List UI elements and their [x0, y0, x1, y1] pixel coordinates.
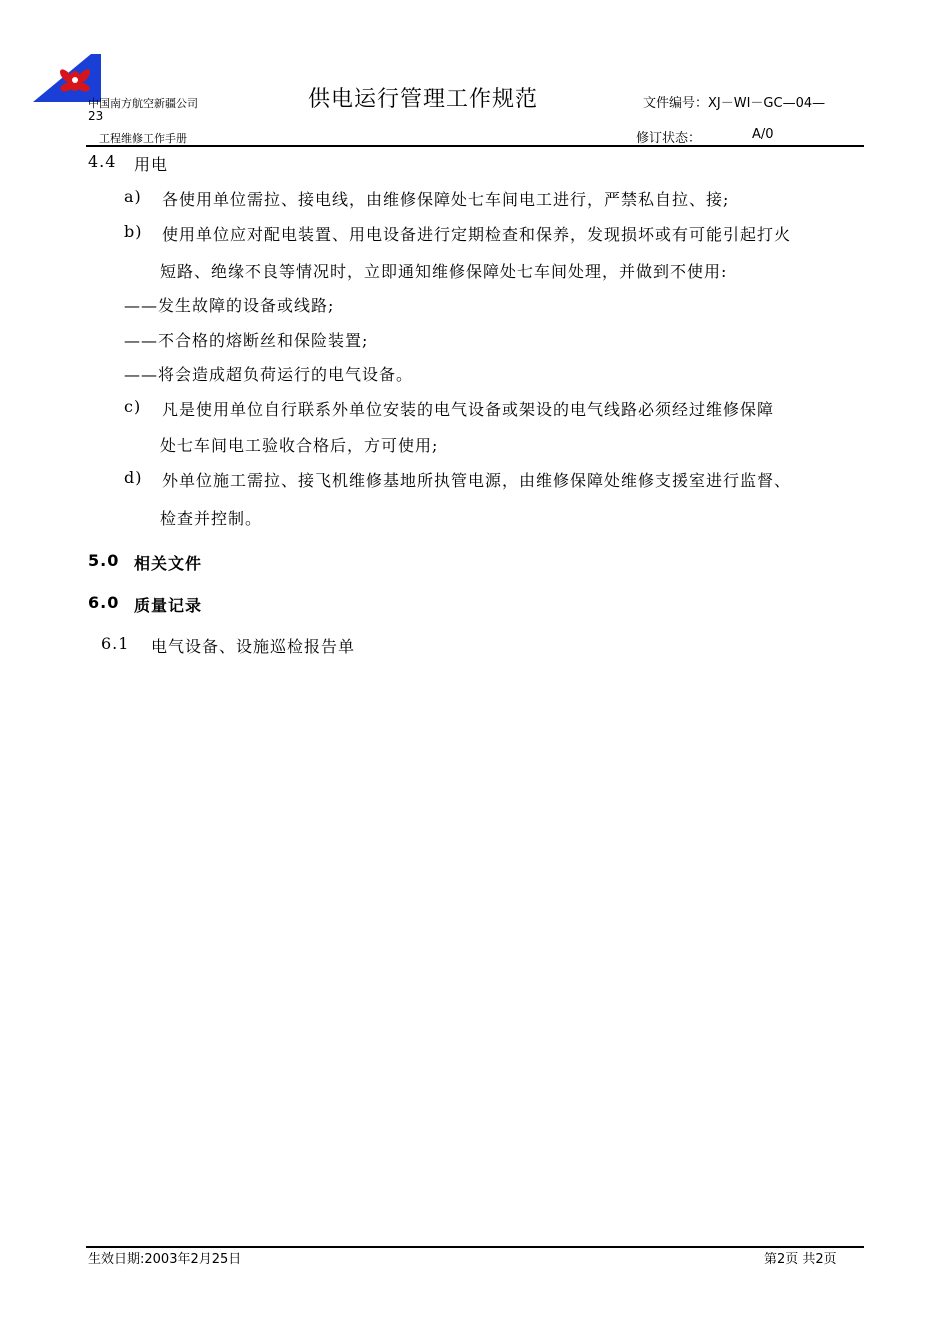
company-name: 中国南方航空新疆公司	[88, 97, 198, 110]
header-divider	[86, 145, 864, 147]
section-6-1-title: 电气设备、设施巡检报告单	[151, 637, 356, 656]
item-d-marker: d)	[124, 468, 143, 487]
dash-item-2: ——不合格的熔断丝和保险装置;	[124, 331, 369, 350]
item-b-line2: 短路、绝缘不良等情况时，立即通知维修保障处七车间处理，并做到不使用:	[160, 262, 728, 281]
doc-number-continued: 23	[88, 109, 104, 123]
item-d-line1: 外单位施工需拉、接飞机维修基地所执管电源，由维修保障处维修支援室进行监督、	[162, 471, 792, 490]
item-a-marker: a)	[124, 187, 142, 206]
item-c-line1: 凡是使用单位自行联系外单位安装的电气设备或架设的电气线路必须经过维修保障	[162, 400, 775, 419]
item-b-line1: 使用单位应对配电装置、用电设备进行定期检查和保养，发现损坏或有可能引起打火	[162, 225, 792, 244]
dash-item-1: ——发生故障的设备或线路;	[124, 296, 335, 315]
page-title: 供电运行管理工作规范	[308, 87, 539, 112]
doc-number: 文件编号：XJ－WI－GC—04—	[643, 96, 826, 111]
section-5-0-number: 5.0	[88, 551, 120, 570]
item-b-marker: b)	[124, 222, 143, 241]
section-6-0-title: 质量记录	[134, 596, 203, 615]
item-a-text: 各使用单位需拉、接电线，由维修保障处七车间电工进行，严禁私自拉、接;	[162, 190, 730, 209]
section-5-0-title: 相关文件	[134, 554, 203, 573]
section-6-0-number: 6.0	[88, 593, 120, 612]
revision-label: 修订状态：	[636, 131, 702, 146]
item-d-line2: 检查并控制。	[160, 509, 263, 528]
section-4-4-title: 用电	[134, 155, 169, 174]
item-c-line2: 处七车间电工验收合格后，方可使用;	[160, 436, 439, 455]
revision-value: A/0	[752, 127, 774, 142]
page-number: 第2页 共2页	[764, 1252, 837, 1267]
effective-date: 生效日期:2003年2月25日	[88, 1252, 242, 1267]
manual-name: 工程维修工作手册	[99, 132, 187, 145]
section-6-1-number: 6.1	[101, 634, 130, 653]
dash-item-3: ——将会造成超负荷运行的电气设备。	[124, 365, 414, 384]
item-c-marker: c)	[124, 397, 142, 416]
section-4-4-number: 4.4	[88, 152, 117, 171]
